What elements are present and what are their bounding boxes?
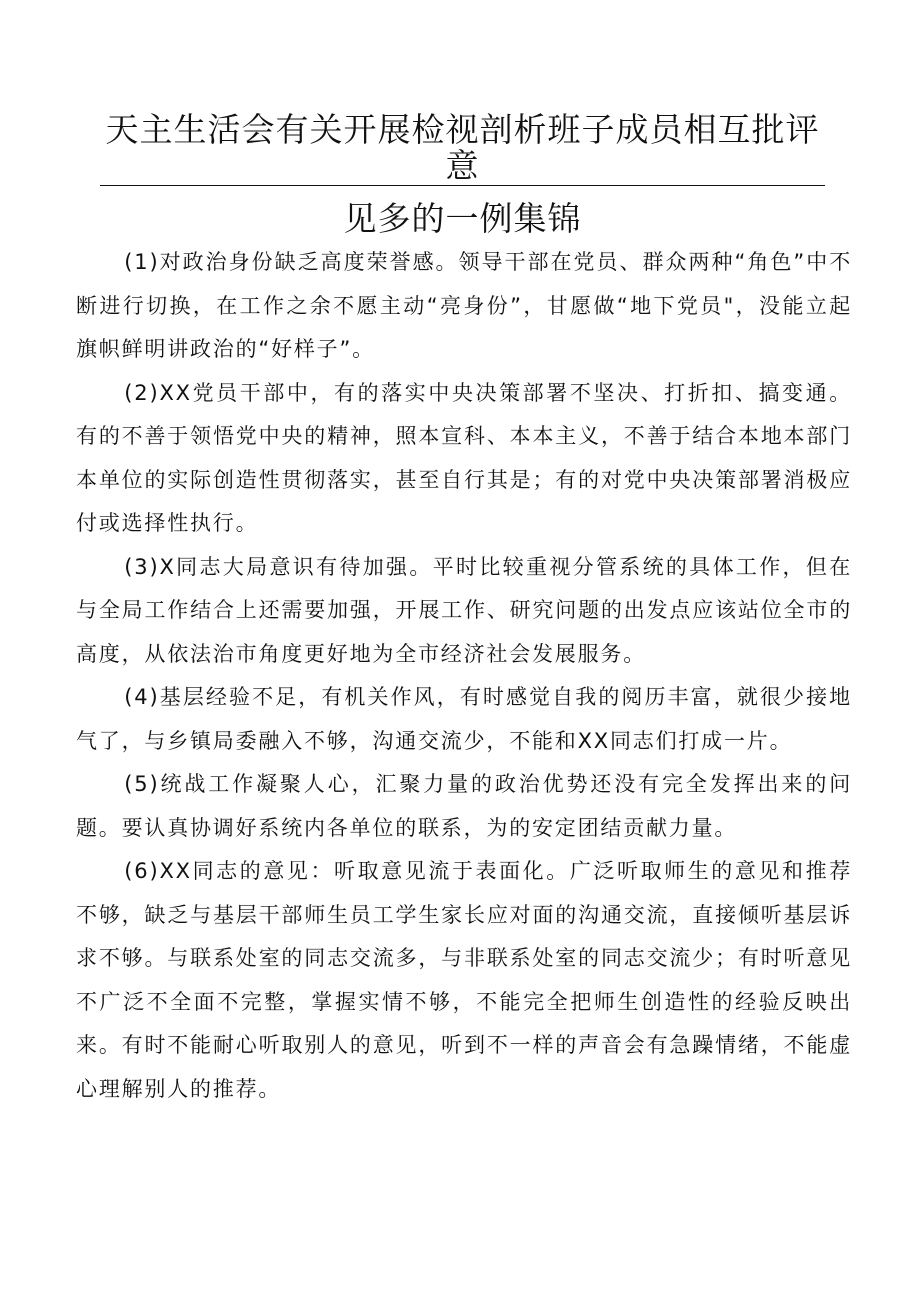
title-line-2: 见多的一例集锦 — [343, 199, 582, 238]
paragraph-5: (5)统战工作凝聚人心，汇聚力量的政治优势还没有完全发挥出来的问题。要认真协调好系统内各单位的联系，为的安定团结贡献力量。 — [76, 772, 852, 840]
paragraph-1: (1)对政治身份缺乏高度荣誉感。领导干部在党员、群众两种“角色”中不断进行切换，在工作之余不愿主动“亮身份”，甘愿做“地下党员"，没能立起旗帜鲜明讲政治的“好样子”。 — [76, 250, 852, 361]
paragraph-4: (4)基层经验不足，有机关作风，有时感觉自我的阅历丰富，就很少接地气了，与乡镇局委融入不够，沟通交流少，不能和XX同志们打成一片。 — [76, 685, 852, 753]
paragraph-2: (2)XX党员干部中，有的落实中央决策部署不坚决、打折扣、搞变通。有的不善于领悟党中央的精神，照本宣科、本本主义，不善于结合本地本部门本单位的实际创造性贯彻落实，甚至自行其是；有的对党中央决策部署消极应付或选择性执行。 — [76, 380, 852, 535]
title-line-1: 天主生活会有关开展检视剖析班子成员相互批评意 — [100, 112, 825, 186]
document-body — [76, 241, 852, 1111]
document-title — [100, 112, 825, 239]
paragraph-6: (6)XX同志的意见：听取意见流于表面化。广泛听取师生的意见和推荐不够，缺乏与基层干部师生员工学生家长应对面的沟通交流，直接倾听基层诉求不够。与联系处室的同志交流多，与非联系处室的同志交流少；有时听意见不广泛不全面不完整，掌握实情不够，不能完全把师生创造性的经验反映出来。有时不能耐心听取别人的意见，听到不一样的声音会有急躁情绪，不能虚心理解别人的推荐。 — [76, 859, 852, 1101]
paragraph-3: (3)X同志大局意识有待加强。平时比较重视分管系统的具体工作，但在与全局工作结合上还需要加强，开展工作、研究问题的出发点应该站位全市的高度，从依法治市角度更好地为全市经济社会发展服务。 — [76, 554, 852, 666]
